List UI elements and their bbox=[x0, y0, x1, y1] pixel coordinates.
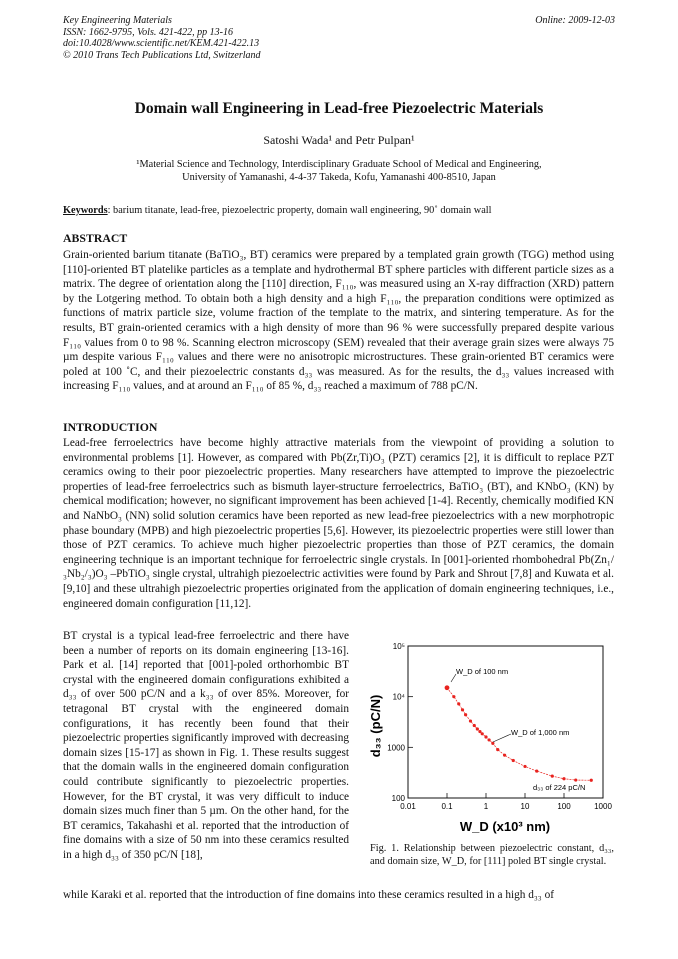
data-point bbox=[481, 732, 484, 735]
data-point bbox=[574, 778, 577, 781]
y-axis-label: d₃₃ (pC/N) bbox=[368, 694, 383, 758]
journal-name: Key Engineering Materials bbox=[63, 15, 172, 26]
x-tick-label: 0.1 bbox=[441, 802, 453, 811]
data-point bbox=[464, 713, 467, 716]
doi-line: doi:10.4028/www.scientific.net/KEM.421-422.13 bbox=[63, 38, 260, 49]
x-tick-label: 100 bbox=[557, 802, 571, 811]
intro-paragraph-2: BT crystal is a typical lead-free ferroelectric and there have been a number of reports on its domain engineering [13-16]. Park et al. [14] reported that [001]-poled orthorhombic BT crystal with the engineered domain configurations exhibited a d₃₃ of over 500 pC/N and a k₃₃ of over 85%. Moreover, for tetragonal BT crystal with the engineered domain configurations, it has recently been found that their piezoelectric properties significantly improved with decreasing domain sizes [15-17] as shown in Fig. 1. These results suggest that the domain walls in the engineered domain configuration could contribute significantly to piezoelectric properties. However, for the BT crystal, it was very difficult to induce domain sizes much finer than 5 µm. On the other hand, for the BT ceramics, Takahashi et al. reported that the introduction of fine domains with a size of 50 nm into these ceramics resulted in a high d₃₃ of 350 pC/N [18], bbox=[63, 630, 349, 861]
data-point bbox=[496, 748, 499, 751]
introduction-heading: INTRODUCTION bbox=[63, 420, 158, 434]
data-point bbox=[469, 719, 472, 722]
data-point bbox=[523, 765, 526, 768]
x-axis-label: W_D (x10³ nm) bbox=[459, 819, 551, 834]
y-tick-label: 10⁴ bbox=[392, 692, 405, 702]
d33-vs-domain-size-chart bbox=[368, 636, 618, 836]
annotation-1000nm: W_D of 1,000 nm bbox=[511, 728, 570, 737]
annotation-pointer bbox=[451, 674, 456, 682]
annotation-224: d₃₃ of 224 pC/N bbox=[533, 783, 586, 792]
data-point bbox=[484, 735, 487, 738]
y-tick-label: 1000 bbox=[387, 743, 405, 753]
data-point bbox=[478, 730, 481, 733]
data-point bbox=[445, 685, 450, 690]
x-tick-label: 1000 bbox=[594, 802, 612, 811]
author-list: Satoshi Wada¹ and Petr Pulpan¹ bbox=[263, 133, 415, 147]
data-point bbox=[503, 754, 506, 757]
data-point bbox=[512, 759, 515, 762]
figure-caption: Fig. 1. Relationship between piezoelectric constant, d₃₃, and domain size, W_D, for [111] poled BT single crystal. bbox=[370, 843, 614, 867]
data-point bbox=[590, 779, 593, 782]
intro-paragraph-1: Lead-free ferroelectrics have become highly attractive materials from the viewpoint of providing a solution to environmental problems [1]. However, as compared with Pb(Zr,Ti)O₃ (PZT) ceramics [2], it is difficult to replace PZT ceramics owing to their poor piezoelectric properties. Many researchers have attempted to improve the piezoelectric properties of lead-free ferroelectrics such as bismuth layer-structure ferroelectrics, BaTiO₃ (BT), and KNbO₃ (KN) by chemical modification; however, no significant improvement has been achieved [1-4]. Recently, chemically modified KN and NaNbO₃ (NN) solid solution ceramics have been reported as new lead-free piezoelectrics with a new morphotropic phase boundary (MPB) and high piezoelectric properties [5,6]. However, its piezoelectric properties were still lower than those of PZT ceramics. To achieve much higher piezoelectric properties than those of PZT ceramics, the domain engineering technique is an important technique for ferroelectric single crystals. In [001]-oriented rhombohedral Pb(Zn₁/₃Nb₂/₃)O₃ –PbTiO₃ single crystal, ultrahigh piezoelectric activities were found by Park and Shrout [7,8] and Kuwata et al. [9,10] and these ultrahigh piezoelectric properties originated from the application of domain engineering techniques, i.e., engineered domain configuration [11,12]. bbox=[63, 437, 614, 610]
affiliation bbox=[0, 158, 678, 184]
data-point bbox=[562, 777, 565, 780]
data-point bbox=[452, 695, 455, 698]
data-point bbox=[535, 769, 538, 772]
x-tick-label: 1 bbox=[483, 802, 489, 811]
intro-paragraph-3: while Karaki et al. reported that the introduction of fine domains into these ceramics resulted in a high d₃₃ of bbox=[63, 889, 554, 901]
abstract-body: Grain-oriented barium titanate (BaTiO₃, BT) ceramics were prepared by a templated grain growth (TGG) method using [110]-oriented BT platelike particles as a template and hydrothermal BT sphere particles with different particle sizes as a matrix. The degree of orientation along the [110] direction, F₁₁₀, was measured using an X-ray diffraction (XRD) pattern by the Lotgering method. To obtain both a high density and a high F₁₁₀, the preparation conditions were optimized as functions of matrix particle size, volume fraction of the template to the matrix, and sintering temperature. As for the results, BT grain-oriented ceramics with a high density of more than 96 % were successfully prepared despite various F₁₁₀ values from 0 to 98 %. Scanning electron microscopy (SEM) revealed that their average grain sizes were always 75 µm despite various F₁₁₀ values and there were no anisotropic microstructures. These grain-oriented BT ceramics were poled at 100 ˚C, and their piezoelectric constants d₃₃ was measured. As for the results, the d₃₃ values increased with increasing F₁₁₀ values, and at around an F₁₁₀ of 85 %, d₃₃ reached a maximum of 788 pC/N. bbox=[63, 249, 614, 393]
x-tick-label: 0.01 bbox=[400, 802, 416, 811]
online-date: Online: 2009-12-03 bbox=[535, 15, 615, 26]
copyright-line: © 2010 Trans Tech Publications Ltd, Switzerland bbox=[63, 49, 261, 61]
figure-1 bbox=[368, 636, 618, 836]
data-point bbox=[457, 702, 460, 705]
issn-line: ISSN: 1662-9795, Vols. 421-422, pp 13-16 bbox=[63, 26, 233, 38]
abstract-heading: ABSTRACT bbox=[63, 231, 128, 245]
keywords-label: Keywords bbox=[63, 205, 108, 216]
affiliation-line: ¹Material Science and Technology, Interdisciplinary Graduate School of Medical and Engineering, bbox=[136, 159, 542, 170]
data-point bbox=[461, 708, 464, 711]
data-point bbox=[551, 775, 554, 778]
annotation-pointer bbox=[493, 734, 511, 742]
data-point bbox=[473, 724, 476, 727]
page-header bbox=[63, 15, 615, 61]
annotation-100nm: W_D of 100 nm bbox=[456, 667, 509, 676]
data-point bbox=[487, 738, 490, 741]
paper-title: Domain wall Engineering in Lead-free Piezoelectric Materials bbox=[134, 100, 544, 117]
affiliation-line: University of Yamanashi, 4-4-37 Takeda, Kofu, Yamanashi 400-8510, Japan bbox=[182, 172, 496, 183]
keywords bbox=[63, 205, 623, 216]
keywords-text: : barium titanate, lead-free, piezoelectric property, domain wall engineering, 90˚ domain wall bbox=[107, 205, 492, 216]
data-point bbox=[491, 742, 494, 745]
data-point bbox=[476, 727, 479, 730]
x-tick-label: 10 bbox=[520, 802, 530, 811]
y-tick-label: 10⁵ bbox=[392, 642, 405, 651]
y-tick-label: 100 bbox=[391, 794, 405, 803]
